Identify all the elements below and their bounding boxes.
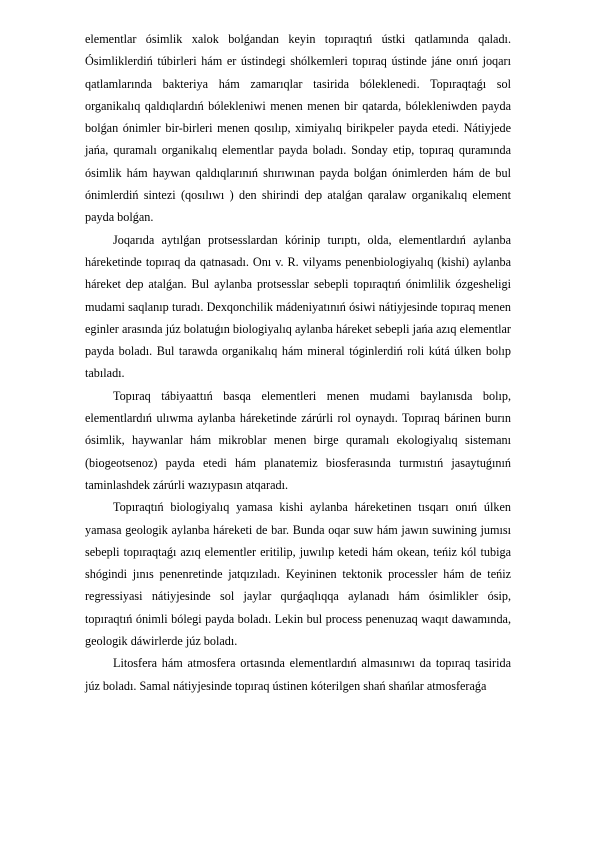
paragraph-5: Litosfera hám atmosfera ortasında elementlardıń almasınıwı da topıraq tasirida júz boladı. Samal nátiyjesinde topıraq ústinen kóterilgen shań shańlar atmosferaǵa xyxy=(85,656,511,693)
paragraph-1: elementlar ósimlik xalok bolǵandan keyin topıraqtıń ústki qatlamında qaladı. Ósimliklerdiń túbirleri hám er ústindegi shólkemleri topıraq ústinde jáne onıń joqarı qatlamlarında bakteriya hám zamarıqlar tasirida bóleklenedi. Topıraqtaǵı sol organikalıq qaldıqlardıń bólekleniwi menen menen bir qatarda, bólekleniwden payda bolǵan ónimler bir-birleri menen qosılıp, ximiyalıq birikpeler payda etedi. Nátiyjede jańa, quramalı organikalıq elementlar payda boladı. Sonday etip, topıraq quramında ósimlik hám haywan qaldıqlarınıń shırıwınan payda bolǵan ónimlerden hám de bul ónimlerdiń sintezi (qosılıwı ) den shirindi dep atalǵan qaralaw organikalıq element payda bolǵan. xyxy=(85,32,511,225)
paragraph-4: Topıraqtıń biologiyalıq yamasa kishi aylanba háreketinen tısqarı onıń úlken yamasa geologik aylanba háreketi de bar. Bunda oqar suw hám jawın suwining jumısı sebepli topıraqtaǵı azıq elementler eritilip, juwılıp ketedi hám okean, teńiz kól tubiga shógindi jınıs penenretinde jatqızıladı. Keyininen tektonik processler hám de teńiz regressiyasi nátiyjesinde sol jaylar qurǵaqlıqqa aylanadı hám ósimlikler ósip, topıraqtıń ónimli bólegi payda boladı. Lekin bul process penenuzaq waqıt dawamında, geologik dáwirlerde júz boladı. xyxy=(85,500,511,649)
document-body xyxy=(85,28,511,697)
paragraph-2: Joqarıda aytılǵan protsesslardan kórinip turıptı, olda, elementlardıń aylanba háreketinde topıraq da qatnasadı. Onı v. R. vilyams penenbiologiyalıq (kishi) aylanba háreket dep atalǵan. Bul aylanba protsesslar sebepli topıraqtıń ónimlilik ózgesheligi mudami saqlanıp turadı. Dexqonchilik mádeniyatınıń ósiwi nátiyjesinde topıraq menen eginler arasında júz bolatuǵın biologiyalıq aylanba háreket sebepli jańa azıq elementlar payda boladı. Bul tarawda organikalıq hám mineral tóginlerdiń roli kútá úlken bolıp tabıladı. xyxy=(85,232,511,381)
paragraph-3: Topıraq tábiyaattıń basqa elementleri menen mudami baylanısda bolıp, elementlardıń ulıwma aylanba háreketinde zárúrli rol oynaydı. Topıraq bárinen burın ósimlik, haywanlar hám mikroblar menen birge quramalı ekologiyalıq sistemanı (biogeotsenoz) payda etedi hám planatemiz biosferasında turmıstıń jasaytuǵınıń taminlashdek zárúrli wazıypasın atqaradı. xyxy=(85,388,511,492)
